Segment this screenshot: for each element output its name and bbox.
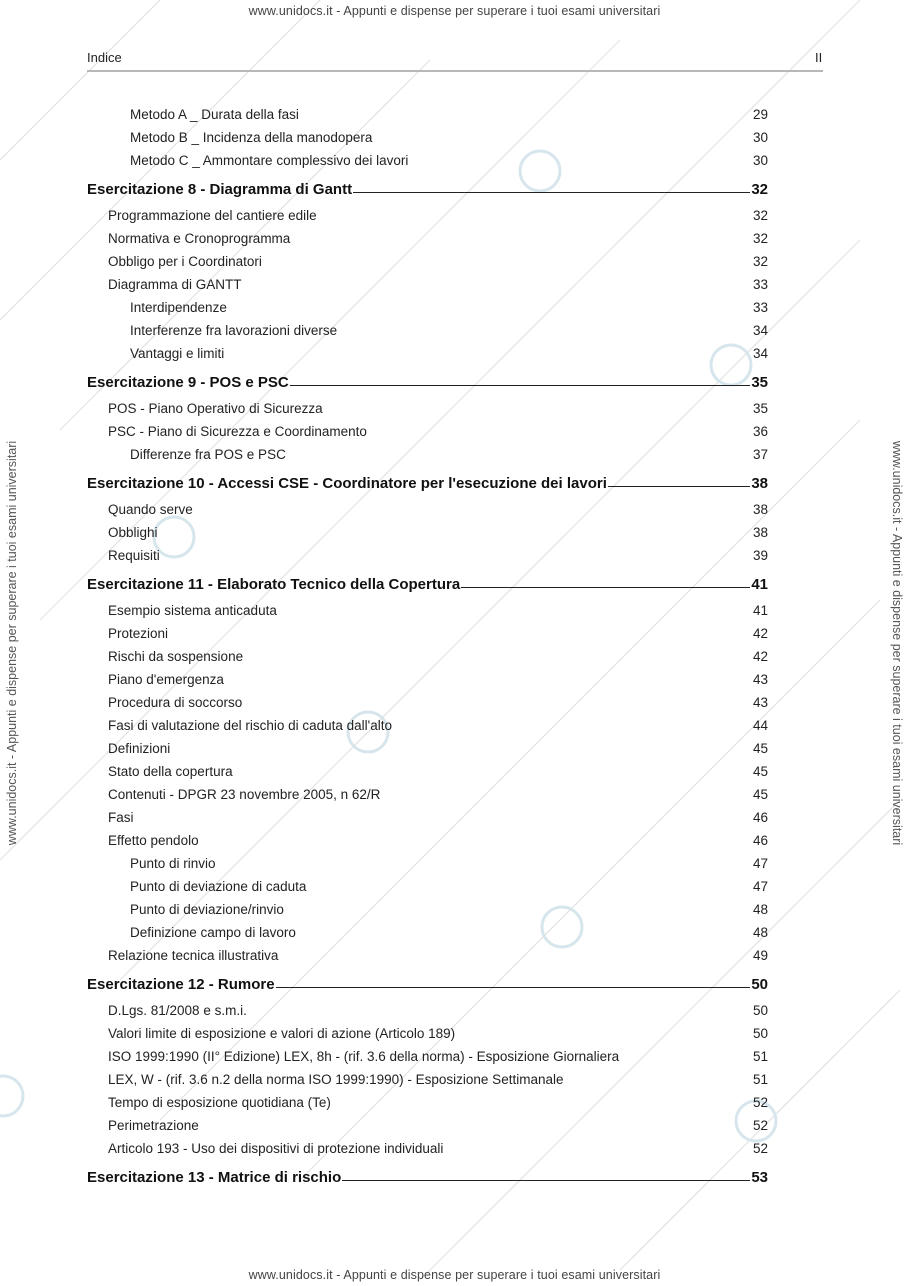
- toc-entry-page-number: 45: [752, 764, 768, 779]
- toc-section-entry[interactable]: [108, 787, 768, 802]
- toc-leader-line: [353, 192, 750, 193]
- toc-leader-line: [608, 486, 750, 487]
- toc-section-entry[interactable]: [130, 879, 768, 894]
- toc-entry-title: Protezioni: [108, 626, 169, 641]
- toc-section-entry[interactable]: [108, 810, 768, 825]
- toc-entry-page-number: 33: [752, 300, 768, 315]
- toc-entry-page-number: 52: [752, 1141, 768, 1156]
- toc-entry-title: Procedura di soccorso: [108, 695, 243, 710]
- toc-entry-page-number: 52: [752, 1118, 768, 1133]
- toc-section-entry[interactable]: [108, 254, 768, 269]
- toc-entry-title: ISO 1999:1990 (II° Edizione) LEX, 8h - (rif. 3.6 della norma) - Esposizione Giornaliera: [108, 1049, 620, 1064]
- toc-entry-page-number: 42: [752, 649, 768, 664]
- toc-entry-page-number: 33: [752, 277, 768, 292]
- toc-section-entry[interactable]: [130, 323, 768, 338]
- toc-chapter-entry[interactable]: [87, 181, 768, 198]
- toc-entry-page-number: 45: [752, 741, 768, 756]
- toc-chapter-entry[interactable]: [87, 576, 768, 593]
- toc-chapter-entry[interactable]: [87, 976, 768, 993]
- toc-entry-page-number: 50: [752, 1003, 768, 1018]
- toc-section-entry[interactable]: [130, 346, 768, 361]
- toc-section-entry[interactable]: [108, 649, 768, 664]
- toc-entry-page-number: 43: [752, 672, 768, 687]
- toc-entry-page-number: 34: [752, 346, 768, 361]
- toc-section-entry[interactable]: [108, 672, 768, 687]
- toc-entry-title: Piano d'emergenza: [108, 672, 224, 687]
- toc-entry-title: Esercitazione 11 - Elaborato Tecnico della Copertura: [87, 575, 461, 593]
- toc-entry-page-number: 38: [752, 525, 768, 540]
- toc-entry-title: Contenuti - DPGR 23 novembre 2005, n 62/R: [108, 787, 381, 802]
- watermark-bottom: www.unidocs.it - Appunti e dispense per superare i tuoi esami universitari: [248, 1268, 661, 1282]
- toc-entry-title: Normativa e Cronoprogramma: [108, 231, 291, 246]
- toc-section-entry[interactable]: [108, 948, 768, 963]
- toc-entry-title: Requisiti: [108, 548, 160, 563]
- toc-section-entry[interactable]: [108, 401, 768, 416]
- toc-entry-title: Programmazione del cantiere edile: [108, 208, 317, 223]
- toc-section-entry[interactable]: [108, 718, 768, 733]
- toc-entry-page-number: 30: [752, 153, 768, 168]
- toc-section-entry[interactable]: [130, 856, 768, 871]
- running-header-section: Indice: [87, 50, 122, 65]
- toc-entry-page-number: 32: [752, 254, 768, 269]
- toc-entry-title: Esercitazione 13 - Matrice di rischio: [87, 1168, 342, 1186]
- toc-entry-page-number: 42: [752, 626, 768, 641]
- toc-section-entry[interactable]: [108, 626, 768, 641]
- toc-entry-page-number: 41: [752, 603, 768, 618]
- toc-entry-title: Esercitazione 12 - Rumore: [87, 975, 275, 993]
- toc-section-entry[interactable]: [108, 695, 768, 710]
- toc-entry-title: Tempo di esposizione quotidiana (Te): [108, 1095, 331, 1110]
- toc-section-entry[interactable]: [108, 1049, 768, 1064]
- toc-entry-page-number: 41: [751, 575, 768, 593]
- toc-entry-title: Definizione campo di lavoro: [130, 925, 296, 940]
- toc-entry-page-number: 32: [752, 208, 768, 223]
- toc-entry-page-number: 47: [752, 856, 768, 871]
- toc-entry-page-number: 48: [752, 902, 768, 917]
- toc-entry-page-number: 45: [752, 787, 768, 802]
- toc-entry-title: Perimetrazione: [108, 1118, 199, 1133]
- toc-entry-title: Rischi da sospensione: [108, 649, 244, 664]
- toc-entry-title: Relazione tecnica illustrativa: [108, 948, 279, 963]
- toc-entry-page-number: 44: [752, 718, 768, 733]
- toc-entry-title: LEX, W - (rif. 3.6 n.2 della norma ISO 1999:1990) - Esposizione Settimanale: [108, 1072, 564, 1087]
- toc-section-entry[interactable]: [108, 502, 768, 517]
- toc-entry-title: Stato della copertura: [108, 764, 233, 779]
- toc-entry-page-number: 46: [752, 833, 768, 848]
- toc-entry-page-number: 32: [752, 231, 768, 246]
- toc-entry-title: Definizioni: [108, 741, 171, 756]
- toc-entry-page-number: 51: [752, 1072, 768, 1087]
- toc-entry-title: Obbligo per i Coordinatori: [108, 254, 262, 269]
- toc-entry-title: Obblighi: [108, 525, 158, 540]
- toc-entry-page-number: 39: [752, 548, 768, 563]
- toc-section-entry[interactable]: [108, 1003, 768, 1018]
- toc-section-entry[interactable]: [108, 548, 768, 563]
- toc-section-entry[interactable]: [130, 447, 768, 462]
- toc-section-entry[interactable]: [108, 424, 768, 439]
- toc-entry-title: Esercitazione 9 - POS e PSC: [87, 373, 289, 391]
- running-header-page-number: II: [815, 50, 823, 65]
- toc-section-entry[interactable]: [130, 300, 768, 315]
- toc-entry-page-number: 51: [752, 1049, 768, 1064]
- toc-entry-title: Esercitazione 8 - Diagramma di Gantt: [87, 180, 353, 198]
- toc-entry-page-number: 50: [752, 1026, 768, 1041]
- toc-entry-title: Esempio sistema anticaduta: [108, 603, 277, 618]
- toc-section-entry[interactable]: [130, 153, 768, 168]
- toc-entry-title: Valori limite di esposizione e valori di azione (Articolo 189): [108, 1026, 456, 1041]
- toc-entry-title: Diagramma di GANTT: [108, 277, 242, 292]
- toc-section-entry[interactable]: [108, 1118, 768, 1133]
- toc-entry-page-number: 46: [752, 810, 768, 825]
- toc-entry-title: POS - Piano Operativo di Sicurezza: [108, 401, 323, 416]
- toc-entry-title: PSC - Piano di Sicurezza e Coordinamento: [108, 424, 367, 439]
- toc-entry-page-number: 34: [752, 323, 768, 338]
- toc-entry-title: Vantaggi e limiti: [130, 346, 225, 361]
- toc-entry-title: Interferenze fra lavorazioni diverse: [130, 323, 338, 338]
- toc-chapter-entry[interactable]: [87, 475, 768, 492]
- toc-entry-title: Fasi: [108, 810, 134, 825]
- toc-section-entry[interactable]: [130, 902, 768, 917]
- toc-entry-title: Differenze fra POS e PSC: [130, 447, 286, 462]
- toc-entry-page-number: 50: [751, 975, 768, 993]
- toc-entry-page-number: 49: [752, 948, 768, 963]
- toc-section-entry[interactable]: [108, 1141, 768, 1156]
- watermark-left: www.unidocs.it - Appunti e dispense per superare i tuoi esami universitari: [5, 440, 19, 846]
- toc-entry-page-number: 37: [752, 447, 768, 462]
- toc-entry-page-number: 29: [752, 107, 768, 122]
- toc-entry-title: Articolo 193 - Uso dei dispositivi di protezione individuali: [108, 1141, 444, 1156]
- toc-entry-page-number: 53: [751, 1168, 768, 1186]
- toc-entry-title: Punto di deviazione di caduta: [130, 879, 307, 894]
- toc-entry-title: D.Lgs. 81/2008 e s.m.i.: [108, 1003, 247, 1018]
- toc-section-entry[interactable]: [130, 925, 768, 940]
- toc-entry-title: Punto di deviazione/rinvio: [130, 902, 284, 917]
- watermark-right: www.unidocs.it - Appunti e dispense per superare i tuoi esami universitari: [890, 440, 904, 846]
- toc-entry-title: Metodo C _ Ammontare complessivo dei lavori: [130, 153, 409, 168]
- toc-section-entry[interactable]: [108, 741, 768, 756]
- toc-entry-page-number: 30: [752, 130, 768, 145]
- toc-entry-page-number: 38: [751, 474, 768, 492]
- toc-section-entry[interactable]: [108, 277, 768, 292]
- toc-section-entry[interactable]: [108, 764, 768, 779]
- toc-chapter-entry[interactable]: [87, 374, 768, 391]
- toc-entry-title: Fasi di valutazione del rischio di caduta dall'alto: [108, 718, 392, 733]
- toc-section-entry[interactable]: [108, 231, 768, 246]
- toc-section-entry[interactable]: [108, 1026, 768, 1041]
- toc-entry-title: Quando serve: [108, 502, 193, 517]
- toc-entry-page-number: 47: [752, 879, 768, 894]
- toc-section-entry[interactable]: [108, 208, 768, 223]
- toc-section-entry[interactable]: [108, 1095, 768, 1110]
- toc-entry-page-number: 35: [751, 373, 768, 391]
- toc-section-entry[interactable]: [130, 130, 768, 145]
- toc-leader-line: [461, 587, 750, 588]
- toc-leader-line: [290, 385, 751, 386]
- toc-leader-line: [342, 1180, 750, 1181]
- toc-entry-title: Effetto pendolo: [108, 833, 199, 848]
- toc-entry-page-number: 38: [752, 502, 768, 517]
- toc-entry-title: Interdipendenze: [130, 300, 227, 315]
- watermark-top: www.unidocs.it - Appunti e dispense per superare i tuoi esami universitari: [248, 4, 661, 18]
- toc-chapter-entry[interactable]: [87, 1169, 768, 1186]
- toc-entry-page-number: 52: [752, 1095, 768, 1110]
- toc-entry-page-number: 32: [751, 180, 768, 198]
- toc-entry-page-number: 48: [752, 925, 768, 940]
- toc-section-entry[interactable]: [108, 1072, 768, 1087]
- toc-entry-page-number: 35: [752, 401, 768, 416]
- toc-entry-title: Esercitazione 10 - Accessi CSE - Coordinatore per l'esecuzione dei lavori: [87, 474, 607, 492]
- toc-entry-title: Metodo A _ Durata della fasi: [130, 107, 299, 122]
- toc-entry-title: Metodo B _ Incidenza della manodopera: [130, 130, 373, 145]
- toc-section-entry[interactable]: [108, 525, 768, 540]
- toc-section-entry[interactable]: [108, 603, 768, 618]
- header-divider: [87, 70, 823, 72]
- toc-entry-page-number: 36: [752, 424, 768, 439]
- toc-leader-line: [276, 987, 751, 988]
- toc-section-entry[interactable]: [130, 107, 768, 122]
- toc-entry-page-number: 43: [752, 695, 768, 710]
- toc-section-entry[interactable]: [108, 833, 768, 848]
- toc-entry-title: Punto di rinvio: [130, 856, 216, 871]
